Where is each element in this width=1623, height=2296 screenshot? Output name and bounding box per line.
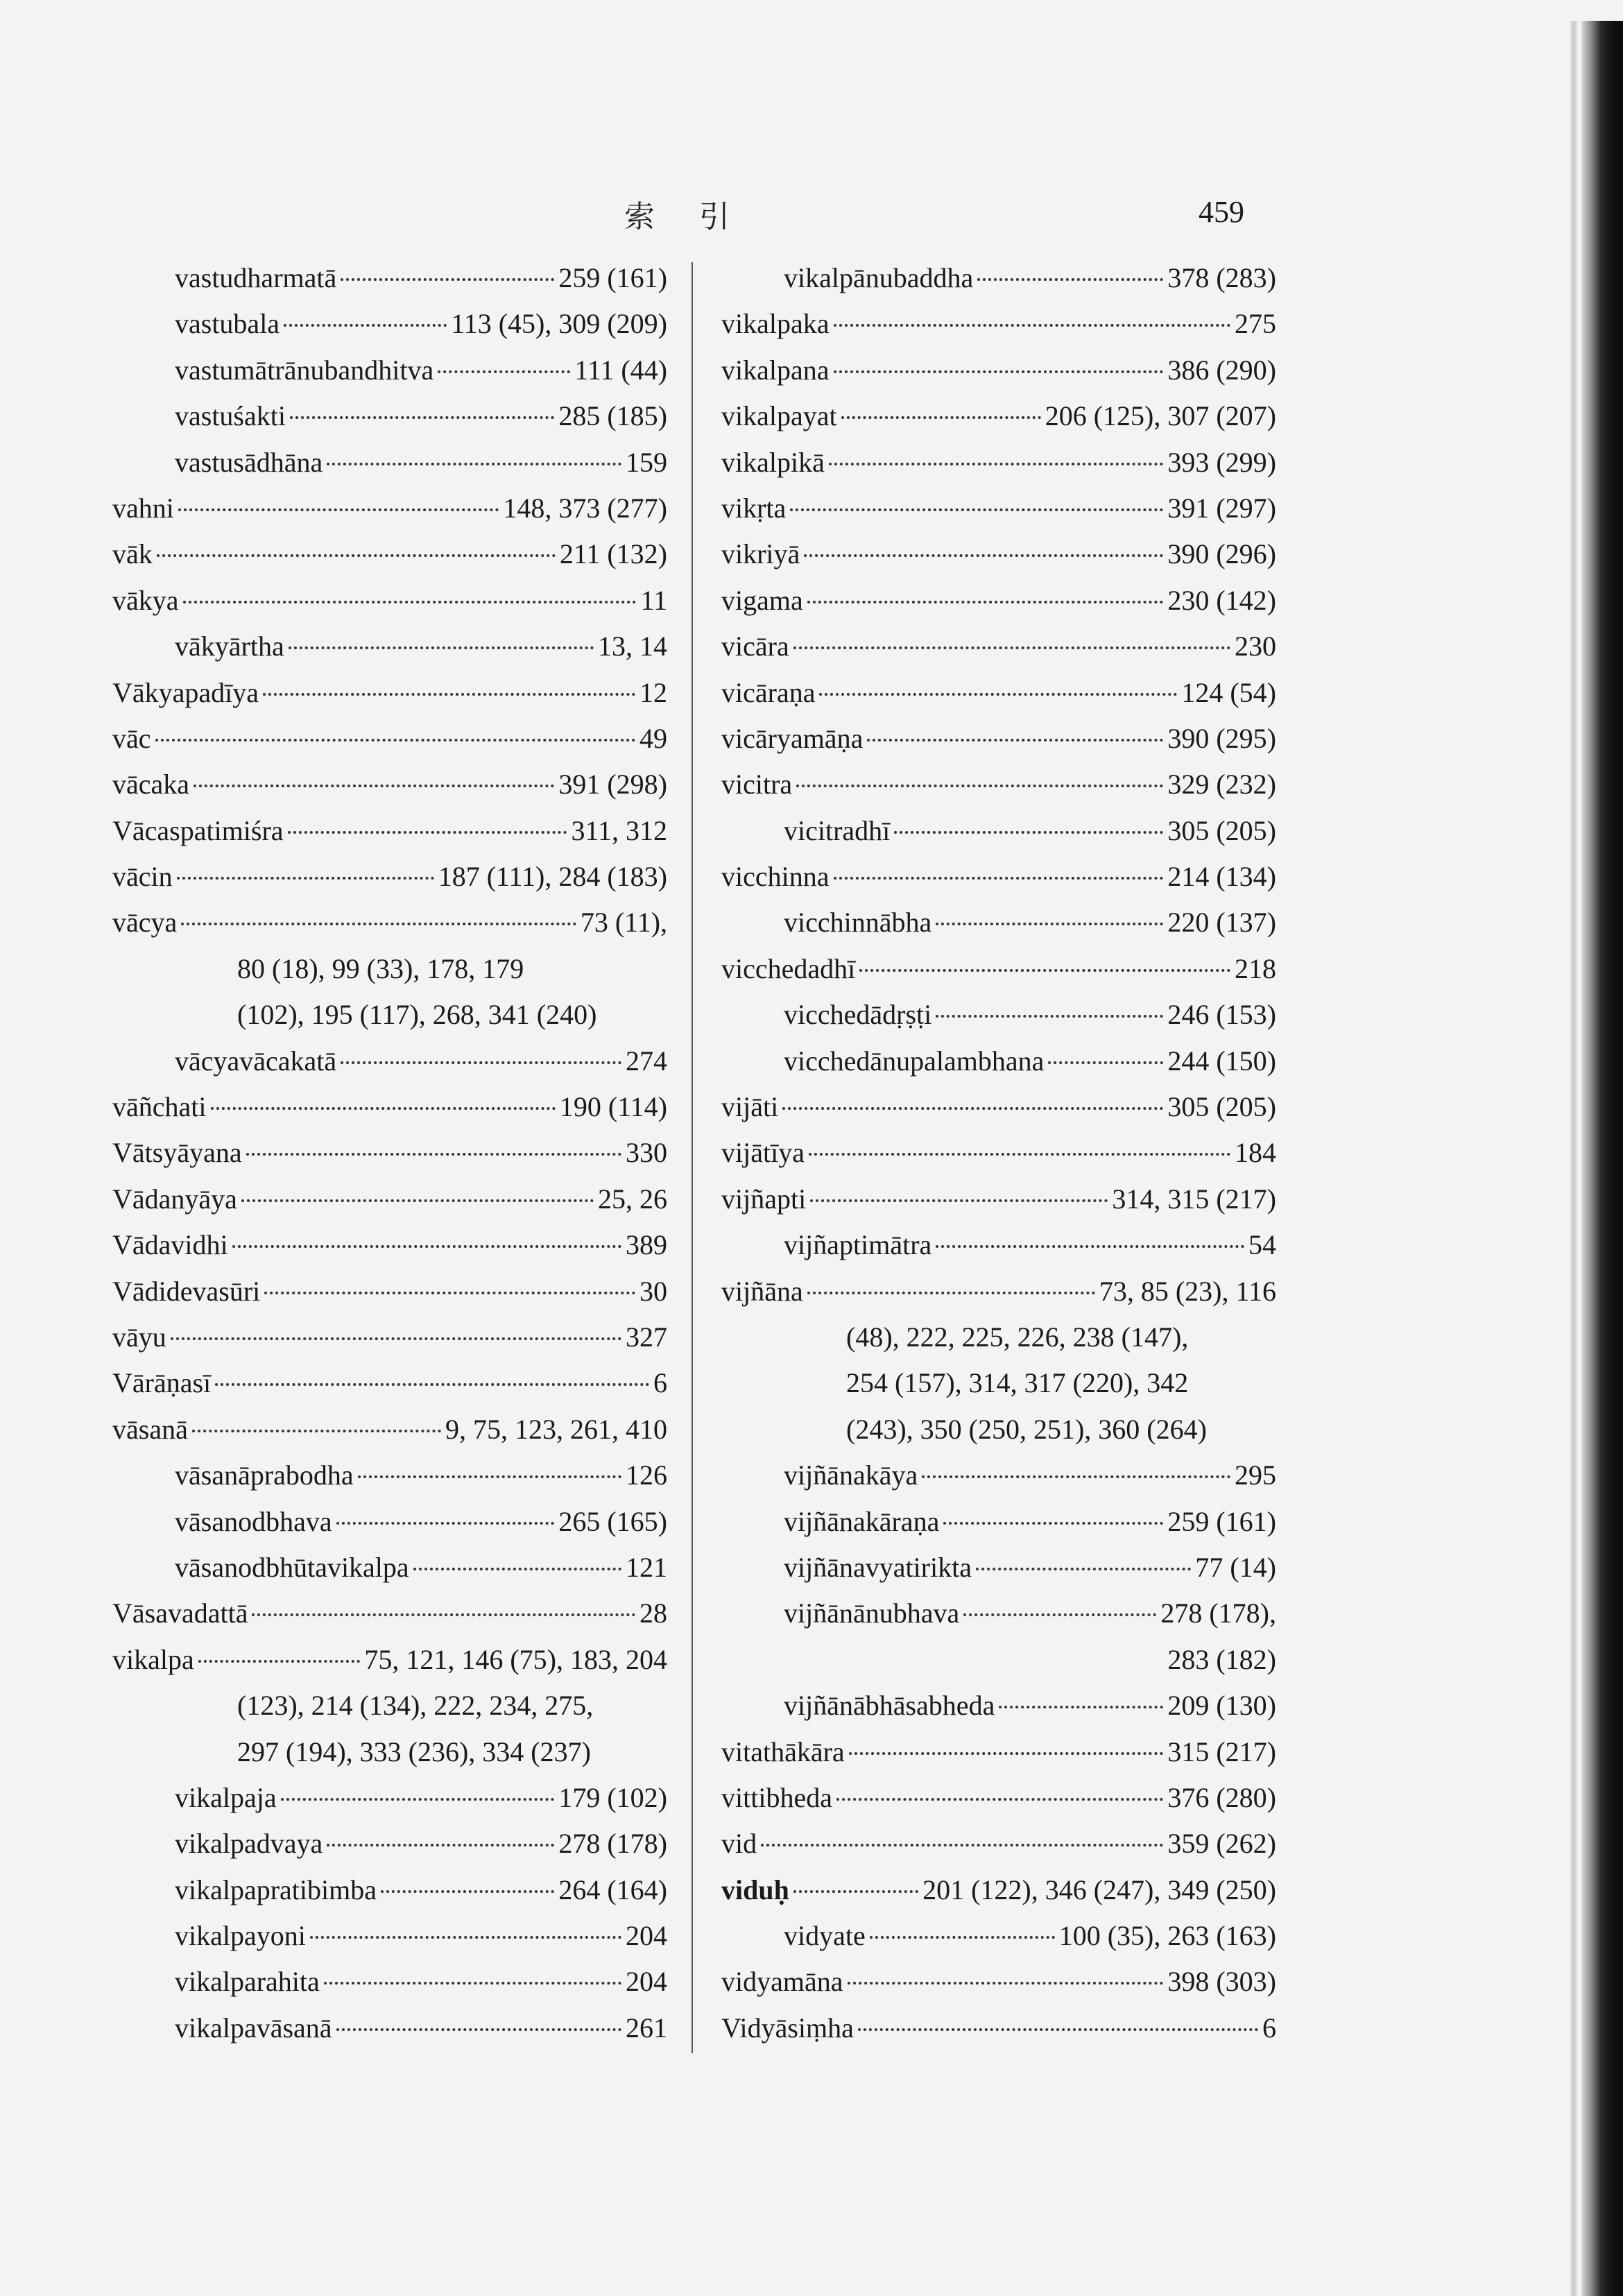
index-entry xyxy=(112,762,667,807)
index-entry xyxy=(721,1867,1276,1913)
entry-term: vikalpadvaya xyxy=(175,1828,323,1860)
leader-dots xyxy=(936,923,1163,925)
index-entry xyxy=(112,1591,667,1636)
leader-dots xyxy=(834,370,1164,373)
index-entry-continuation: (243), 350 (250, 251), 360 (264) xyxy=(846,1413,1207,1445)
index-column-right xyxy=(721,255,1276,2051)
leader-dots xyxy=(288,831,567,834)
leader-dots xyxy=(793,1890,918,1893)
index-entry xyxy=(112,1360,667,1406)
index-entry xyxy=(721,762,1276,807)
entry-term: Vidyāsiṃha xyxy=(721,2012,854,2044)
index-entry xyxy=(721,301,1276,347)
index-subentry xyxy=(112,1821,667,1867)
index-entry xyxy=(721,393,1276,439)
entry-page-refs: 244 (150) xyxy=(1167,1045,1276,1077)
entry-term: Vātsyāyana xyxy=(112,1137,242,1169)
entry-page-refs: 220 (137) xyxy=(1167,907,1276,939)
index-subentry xyxy=(112,393,667,439)
index-subentry xyxy=(721,992,1276,1038)
index-entry xyxy=(112,1407,667,1453)
index-subentry xyxy=(721,1591,1276,1636)
leader-dots xyxy=(894,831,1163,834)
entry-term: vāñchati xyxy=(112,1091,207,1123)
entry-term: vicchedānupalambhana xyxy=(784,1045,1045,1077)
index-entry xyxy=(721,624,1276,669)
entry-page-refs: 214 (134) xyxy=(1167,861,1276,893)
index-entry xyxy=(721,1176,1276,1222)
leader-dots xyxy=(341,1061,621,1064)
entry-page-refs: 278 (178) xyxy=(558,1828,667,1860)
index-entry xyxy=(112,1637,667,1683)
entry-term: vastumātrānubandhitva xyxy=(175,354,434,386)
entry-page-refs: 246 (153) xyxy=(1167,999,1276,1031)
index-entry xyxy=(721,1821,1276,1867)
entry-term: vicchedadhī xyxy=(721,952,856,984)
leader-dots xyxy=(807,601,1164,603)
index-entry xyxy=(721,348,1276,393)
leader-dots xyxy=(336,2028,621,2031)
entry-page-refs: 54 xyxy=(1248,1229,1276,1261)
leader-dots xyxy=(936,1245,1244,1248)
leader-dots xyxy=(796,785,1163,787)
index-subentry xyxy=(112,1775,667,1821)
entry-page-refs: 111 (44) xyxy=(574,354,667,386)
entry-page-refs: 327 xyxy=(626,1321,667,1353)
page-number: 459 xyxy=(1199,195,1244,229)
entry-term: Vādavidhi xyxy=(112,1229,228,1261)
index-subentry xyxy=(721,1683,1276,1729)
entry-page-refs: 6 xyxy=(1262,2012,1276,2044)
index-subentry xyxy=(112,1545,667,1591)
entry-page-refs: 190 (114) xyxy=(559,1091,667,1123)
entry-page-refs: 264 (164) xyxy=(558,1874,667,1905)
entry-page-refs: 398 (303) xyxy=(1167,1966,1276,1998)
index-entry xyxy=(112,578,667,624)
leader-dots xyxy=(215,1383,649,1386)
entry-page-refs: 206 (125), 307 (207) xyxy=(1045,400,1276,432)
index-entry-continuation: (123), 214 (134), 222, 234, 275, xyxy=(237,1690,594,1722)
entry-term: Vākyapadīya xyxy=(112,676,259,708)
entry-page-refs: 259 (161) xyxy=(1167,1505,1276,1537)
index-subentry xyxy=(721,1545,1276,1591)
entry-term: vikalpavāsanā xyxy=(175,2012,332,2044)
index-entry xyxy=(112,1269,667,1314)
entry-page-refs: 305 (205) xyxy=(1167,814,1276,846)
index-entry-continuation: 254 (157), 314, 317 (220), 342 xyxy=(846,1367,1189,1399)
entry-term: Vārāṇasī xyxy=(112,1367,212,1399)
leader-dots xyxy=(341,278,554,281)
entry-term: vāc xyxy=(112,722,151,754)
entry-page-refs: 330 xyxy=(626,1137,667,1169)
entry-term: vikriyā xyxy=(721,538,800,570)
leader-dots xyxy=(870,1936,1055,1939)
leader-dots xyxy=(438,370,570,373)
leader-dots xyxy=(922,1475,1230,1478)
entry-term: vikalpayoni xyxy=(175,1920,306,1952)
index-entry xyxy=(721,1130,1276,1176)
column-divider xyxy=(692,262,693,2053)
leader-dots xyxy=(867,739,1163,742)
entry-page-refs: 204 xyxy=(626,1920,667,1952)
entry-term: vicāryamāṇa xyxy=(721,722,864,754)
leader-dots xyxy=(790,508,1163,511)
entry-page-refs: 184 xyxy=(1235,1137,1276,1169)
entry-term: vikṛta xyxy=(721,492,787,524)
entry-page-refs: 391 (298) xyxy=(558,769,667,800)
entry-term: vidyamāna xyxy=(721,1966,843,1998)
index-subentry xyxy=(112,1913,667,1959)
index-subentry xyxy=(112,624,667,669)
entry-page-refs: 6 xyxy=(653,1367,667,1399)
index-subentry xyxy=(112,440,667,486)
index-column-left xyxy=(112,255,667,2051)
entry-term: vikalpayat xyxy=(721,400,837,432)
entry-term: vāsanāprabodha xyxy=(175,1459,354,1491)
entry-term: vastusādhāna xyxy=(175,446,323,478)
index-entry-continuation: 80 (18), 99 (33), 178, 179 xyxy=(237,952,524,984)
leader-dots xyxy=(284,324,447,327)
leader-dots xyxy=(211,1107,556,1110)
entry-term: vikalpaka xyxy=(721,308,830,340)
entry-term: vitathākāra xyxy=(721,1736,845,1767)
leader-dots xyxy=(836,1798,1163,1801)
entry-page-refs: 11 xyxy=(640,584,667,616)
entry-page-refs: 314, 315 (217) xyxy=(1112,1183,1276,1215)
entry-term: vicchedādṛṣṭi xyxy=(784,999,932,1031)
entry-page-refs: 359 (262) xyxy=(1167,1828,1276,1860)
leader-dots xyxy=(327,463,621,465)
leader-dots xyxy=(198,1660,361,1663)
entry-page-refs: 305 (205) xyxy=(1167,1091,1276,1123)
index-subentry xyxy=(112,1453,667,1498)
entry-page-refs: 311, 312 xyxy=(571,814,667,846)
entry-page-refs: 386 (290) xyxy=(1167,354,1276,386)
entry-page-refs: 285 (185) xyxy=(558,400,667,432)
leader-dots xyxy=(178,508,499,511)
entry-page-refs: 73 (11), xyxy=(580,907,667,939)
entry-page-refs: 159 xyxy=(626,446,667,478)
entry-term: vicāraṇa xyxy=(721,676,816,708)
entry-page-refs: 209 (130) xyxy=(1167,1690,1276,1722)
leader-dots xyxy=(834,324,1231,327)
leader-dots xyxy=(848,1982,1164,1985)
index-subentry xyxy=(721,1038,1276,1084)
leader-dots xyxy=(157,554,556,557)
index-subentry xyxy=(721,1222,1276,1268)
index-entry-continuation: (48), 222, 225, 226, 238 (147), xyxy=(846,1321,1189,1353)
entry-term: vijñānābhāsabheda xyxy=(784,1690,995,1722)
leader-dots xyxy=(810,1199,1108,1202)
entry-term: vigama xyxy=(721,584,803,616)
leader-dots xyxy=(936,1015,1163,1018)
entry-page-refs: 393 (299) xyxy=(1167,446,1276,478)
leader-dots xyxy=(761,1844,1163,1847)
entry-term: vicitra xyxy=(721,769,793,800)
entry-page-refs: 187 (111), 284 (183) xyxy=(438,861,667,893)
leader-dots xyxy=(171,1337,621,1340)
index-entry xyxy=(721,1729,1276,1775)
index-entry xyxy=(721,1269,1276,1314)
entry-page-refs: 389 xyxy=(626,1229,667,1261)
entry-term: vicchinna xyxy=(721,861,830,893)
index-subentry xyxy=(721,1453,1276,1498)
entry-page-refs: 230 xyxy=(1235,631,1276,662)
leader-dots xyxy=(819,693,1177,696)
leader-dots xyxy=(310,1936,621,1939)
leader-dots xyxy=(963,1613,1156,1616)
entry-page-refs: 391 (297) xyxy=(1167,492,1276,524)
entry-term: vijñapti xyxy=(721,1183,807,1215)
entry-page-refs: 329 (232) xyxy=(1167,769,1276,800)
entry-term: vāyu xyxy=(112,1321,166,1353)
leader-dots xyxy=(381,1890,554,1893)
entry-page-refs: 230 (142) xyxy=(1167,584,1276,616)
leader-dots xyxy=(336,1522,555,1525)
index-subentry xyxy=(721,808,1276,854)
index-subentry xyxy=(112,1499,667,1545)
entry-term: vāsanodbhūtavikalpa xyxy=(175,1551,409,1583)
leader-dots xyxy=(327,1844,554,1847)
index-subentry xyxy=(721,1913,1276,1959)
index-subentry xyxy=(112,1867,667,1913)
entry-term: vāk xyxy=(112,538,153,570)
index-entry xyxy=(721,716,1276,762)
entry-term: vācyavācakatā xyxy=(175,1045,337,1077)
entry-term: vācaka xyxy=(112,769,190,800)
entry-page-refs: 265 (165) xyxy=(558,1505,667,1537)
page-edge-shadow xyxy=(1569,21,1579,2296)
entry-page-refs: 12 xyxy=(639,676,667,708)
index-entry xyxy=(112,808,667,854)
entry-term: vijñānānubhava xyxy=(784,1597,960,1629)
index-entry xyxy=(721,1775,1276,1821)
entry-term: vāsanā xyxy=(112,1413,188,1445)
index-entry xyxy=(112,486,667,531)
leader-dots xyxy=(281,1798,555,1801)
entry-term: vikalpapratibimba xyxy=(175,1874,377,1905)
entry-page-refs: 100 (35), 263 (163) xyxy=(1058,1920,1276,1952)
entry-page-refs: 13, 14 xyxy=(598,631,667,662)
index-entry xyxy=(112,531,667,577)
leader-dots xyxy=(290,416,554,419)
index-entry xyxy=(112,1084,667,1130)
entry-page-refs: 261 xyxy=(626,2012,667,2044)
index-subentry xyxy=(112,2005,667,2051)
entry-term: vicchinnābha xyxy=(784,907,932,939)
index-entry xyxy=(112,1222,667,1268)
entry-term: vijñaptimātra xyxy=(784,1229,932,1261)
leader-dots xyxy=(183,601,637,603)
page-title: 索引 xyxy=(624,199,774,234)
entry-page-refs: 390 (295) xyxy=(1167,722,1276,754)
entry-term: vāsanodbhava xyxy=(175,1505,332,1537)
leader-dots xyxy=(829,463,1164,465)
leader-dots xyxy=(194,785,554,787)
entry-page-refs: 49 xyxy=(639,722,667,754)
index-entry xyxy=(112,854,667,900)
entry-term: vittibheda xyxy=(721,1781,832,1813)
leader-dots xyxy=(804,554,1163,557)
leader-dots xyxy=(413,1568,621,1570)
index-entry xyxy=(112,1130,667,1176)
index-entry xyxy=(721,440,1276,486)
index-entry xyxy=(112,670,667,716)
leader-dots xyxy=(324,1982,621,1985)
entry-page-refs: 278 (178), xyxy=(1160,1597,1276,1629)
entry-term: vikalpānubaddha xyxy=(784,262,974,293)
entry-term: vikalpa xyxy=(112,1643,194,1675)
entry-term: vahni xyxy=(112,492,174,524)
entry-term: vācya xyxy=(112,907,178,939)
leader-dots xyxy=(977,278,1163,281)
index-entry-continuation: 297 (194), 333 (236), 334 (237) xyxy=(237,1736,591,1767)
index-entry-continuation: (102), 195 (117), 268, 341 (240) xyxy=(237,999,597,1031)
leader-dots xyxy=(358,1475,621,1478)
entry-term: vicāra xyxy=(721,631,789,662)
book-spine-edge xyxy=(1581,21,1623,2296)
leader-dots xyxy=(155,739,635,742)
entry-page-refs: 77 (14) xyxy=(1195,1551,1276,1583)
index-entry xyxy=(112,900,667,945)
index-subentry xyxy=(112,348,667,393)
entry-page-refs: 75, 121, 146 (75), 183, 204 xyxy=(364,1643,667,1675)
index-subentry xyxy=(721,900,1276,945)
leader-dots xyxy=(999,1706,1163,1708)
index-subentry xyxy=(721,255,1276,301)
leader-dots xyxy=(809,1153,1230,1156)
entry-term: vikalpikā xyxy=(721,446,825,478)
index-entry xyxy=(721,578,1276,624)
leader-dots xyxy=(264,1292,635,1294)
index-entry xyxy=(721,1959,1276,2005)
entry-page-refs: 201 (122), 346 (247), 349 (250) xyxy=(922,1874,1276,1905)
leader-dots xyxy=(263,693,635,696)
entry-term: vidyate xyxy=(784,1920,866,1952)
index-entry xyxy=(721,854,1276,900)
index-entry-continuation: 283 (182) xyxy=(1167,1643,1276,1675)
index-entry xyxy=(112,1176,667,1222)
entry-term: vijāti xyxy=(721,1091,779,1123)
index-entry xyxy=(721,2005,1276,2051)
leader-dots xyxy=(782,1107,1163,1110)
index-entry xyxy=(721,946,1276,992)
index-subentry xyxy=(112,301,667,347)
entry-term: vijñāna xyxy=(721,1275,803,1307)
leader-dots xyxy=(181,923,576,925)
leader-dots xyxy=(976,1568,1191,1570)
entry-term: Vācaspatimiśra xyxy=(112,814,284,846)
entry-page-refs: 148, 373 (277) xyxy=(503,492,667,524)
entry-term: vikalpana xyxy=(721,354,830,386)
entry-page-refs: 113 (45), 309 (209) xyxy=(451,308,667,340)
entry-term: vijātīya xyxy=(721,1137,805,1169)
leader-dots xyxy=(858,2028,1258,2031)
leader-dots xyxy=(834,877,1164,880)
index-entry xyxy=(112,716,667,762)
entry-term: vastuśakti xyxy=(175,400,286,432)
entry-page-refs: 121 xyxy=(626,1551,667,1583)
leader-dots xyxy=(793,646,1230,649)
entry-term: vācin xyxy=(112,861,173,893)
entry-page-refs: 295 xyxy=(1235,1459,1276,1491)
entry-term: vijñānavyatirikta xyxy=(784,1551,972,1583)
index-subentry xyxy=(112,255,667,301)
entry-term: vākya xyxy=(112,584,179,616)
leader-dots xyxy=(241,1199,594,1202)
leader-dots xyxy=(943,1522,1163,1525)
entry-page-refs: 28 xyxy=(639,1597,667,1629)
entry-page-refs: 25, 26 xyxy=(598,1183,667,1215)
entry-term: vijñānakāraṇa xyxy=(784,1505,940,1537)
leader-dots xyxy=(289,646,594,649)
entry-term: vid xyxy=(721,1828,757,1860)
entry-page-refs: 390 (296) xyxy=(1167,538,1276,570)
entry-term: viduḥ xyxy=(721,1874,789,1905)
index-subentry xyxy=(721,1499,1276,1545)
entry-term: vikalparahita xyxy=(175,1966,320,1998)
index-entry xyxy=(721,1084,1276,1130)
leader-dots xyxy=(232,1245,621,1248)
entry-page-refs: 274 xyxy=(626,1045,667,1077)
entry-term: vastubala xyxy=(175,308,280,340)
entry-page-refs: 218 xyxy=(1235,952,1276,984)
leader-dots xyxy=(177,877,434,880)
leader-dots xyxy=(192,1430,441,1432)
entry-page-refs: 30 xyxy=(639,1275,667,1307)
entry-term: vastudharmatā xyxy=(175,262,337,293)
index-entry xyxy=(721,670,1276,716)
entry-page-refs: 124 (54) xyxy=(1181,676,1276,708)
leader-dots xyxy=(849,1752,1164,1755)
entry-term: vijñānakāya xyxy=(784,1459,918,1491)
index-subentry xyxy=(112,1038,667,1084)
entry-page-refs: 204 xyxy=(626,1966,667,1998)
entry-page-refs: 179 (102) xyxy=(558,1781,667,1813)
leader-dots xyxy=(841,416,1041,419)
index-entry xyxy=(721,486,1276,531)
leader-dots xyxy=(807,1292,1095,1294)
entry-term: Vādidevasūri xyxy=(112,1275,261,1307)
leader-dots xyxy=(252,1613,635,1616)
entry-page-refs: 211 (132) xyxy=(559,538,667,570)
entry-page-refs: 378 (283) xyxy=(1167,262,1276,293)
entry-term: vikalpaja xyxy=(175,1781,277,1813)
index-entry xyxy=(721,531,1276,577)
leader-dots xyxy=(859,969,1230,972)
entry-page-refs: 73, 85 (23), 116 xyxy=(1099,1275,1276,1307)
entry-page-refs: 259 (161) xyxy=(558,262,667,293)
entry-term: vicitradhī xyxy=(784,814,891,846)
leader-dots xyxy=(1048,1061,1163,1064)
index-subentry xyxy=(112,1959,667,2005)
entry-page-refs: 315 (217) xyxy=(1167,1736,1276,1767)
entry-page-refs: 376 (280) xyxy=(1167,1781,1276,1813)
entry-term: vākyārtha xyxy=(175,631,284,662)
entry-page-refs: 9, 75, 123, 261, 410 xyxy=(445,1413,667,1445)
entry-page-refs: 126 xyxy=(626,1459,667,1491)
leader-dots xyxy=(246,1153,621,1156)
entry-term: Vāsavadattā xyxy=(112,1597,248,1629)
entry-term: Vādanyāya xyxy=(112,1183,237,1215)
entry-page-refs: 275 xyxy=(1235,308,1276,340)
index-entry xyxy=(112,1314,667,1360)
